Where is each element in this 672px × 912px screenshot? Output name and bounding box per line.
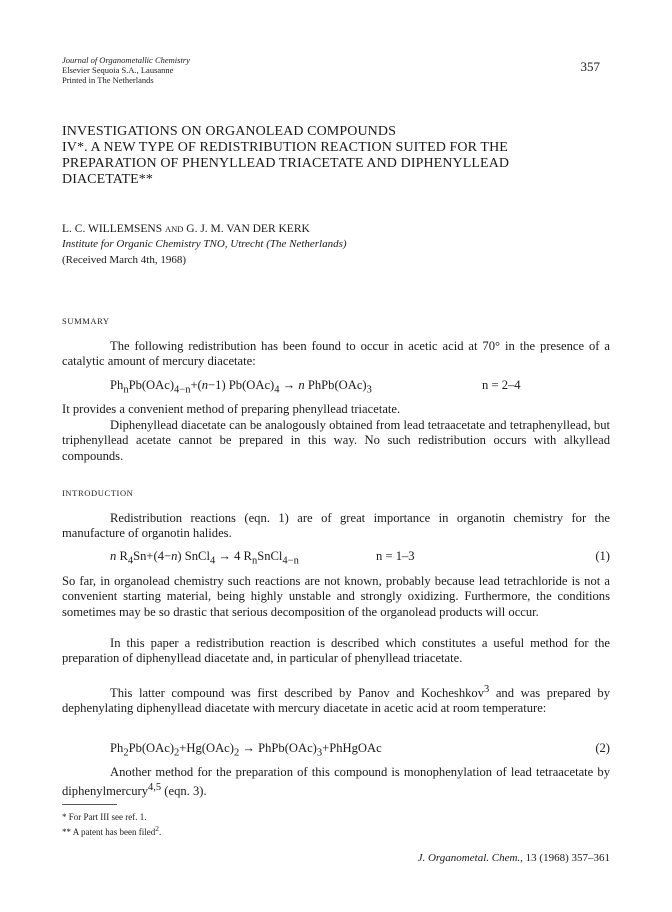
equation-1-formula: n $R_4Sn+(4-n)$ SnCl$_4$ → 4 $R_nSnCl_{4-n}$: [110, 549, 299, 567]
intro-paragraph-3: In this paper a redistribution reaction is described which constitutes a useful method for the preparation of diphenyllead diacetate and, in particular of phenyllead triacetate.: [62, 636, 610, 666]
journal-info: [62, 55, 190, 85]
authors-and: AND: [164, 224, 184, 234]
authors: [62, 223, 310, 235]
summary-heading: SUMMARY: [62, 316, 110, 326]
footnote-2: ** A patent has been filed$^2$.: [62, 824, 162, 837]
summary-equation-n-range: n = 2–4: [482, 378, 521, 392]
summary-paragraph-3: Diphenyllead diacetate can be analogously obtained from lead tetraacetate and tetraphenyllead, but triphenyllead acetate cannot be prepared in this way. No such redistribution occurs with alkyllead compounds.: [62, 418, 610, 463]
intro-paragraph-5: Another method for the preparation of this compound is monophenylation of lead tetraacetate by diphenylmercury$^{4,5}$ (eqn. 3).: [62, 765, 610, 799]
intro-paragraph-4: This latter compound was first described by Panov and Kocheshkov$^3$ and was prepared by dephenylating diphenyllead diacetate with mercury diacetate in acetic acid at room temperature:: [62, 684, 610, 716]
summary-paragraph-1: The following redistribution has been found to occur in acetic acid at 70° in the presence of a catalytic amount of mercury diacetate:: [62, 339, 610, 369]
equation-2-formula: $Ph_2Pb(OAc)_2+Hg(OAc)_2$ → $PhPb(OAc)_3+PhHgOAc$: [110, 741, 382, 759]
institute: Institute for Organic Chemistry TNO, Utrecht (The Netherlands): [62, 238, 347, 250]
footnote-1: * For Part III see ref. 1.: [62, 812, 147, 822]
publisher: Elsevier Sequoia S.A., Lausanne: [62, 65, 174, 75]
author-1: L. C. WILLEMSENS: [62, 223, 163, 235]
received-date: (Received March 4th, 1968): [62, 254, 187, 266]
printed-location: Printed in The Netherlands: [62, 75, 154, 85]
introduction-heading: INTRODUCTION: [62, 488, 134, 498]
summary-equation-formula: $Ph_nPb(OAc)_{4-n}+(n-1) Pb(OAc)_4 \to n$ $PhPb(OAc)_3$: [110, 378, 372, 396]
author-2: G. J. M. VAN DER KERK: [186, 223, 310, 235]
ref-3: 3: [484, 684, 490, 695]
ref-4-5: 4,5: [148, 782, 162, 794]
equation-2-number: (2): [595, 741, 610, 755]
article-title: [62, 124, 622, 188]
equation-2: [110, 741, 610, 759]
page-number: 357: [580, 59, 600, 74]
equation-1-number: (1): [595, 549, 610, 563]
journal-citation: J. Organometal. Chem., 13 (1968) 357–361: [417, 852, 610, 864]
equation-1-n-range: n = 1–3: [376, 549, 415, 563]
summary-paragraph-2: It provides a convenient method of preparing phenyllead triacetate.: [62, 402, 401, 416]
equation-1: [110, 549, 610, 567]
title-line-3: PREPARATION OF PHENYLLEAD TRIACETATE AND DIPHENYLLEAD: [62, 156, 510, 171]
title-line-4: DIACETATE**: [62, 172, 153, 187]
title-line-1: INVESTIGATIONS ON ORGANOLEAD COMPOUNDS: [62, 124, 396, 139]
summary-equation: [110, 378, 610, 396]
intro-paragraph-1: Redistribution reactions (eqn. 1) are of great importance in organotin chemistry for the manufacture of organotin halides.: [62, 511, 610, 541]
title-line-2: IV*. A NEW TYPE OF REDISTRIBUTION REACTION SUITED FOR THE: [62, 140, 508, 155]
journal-name: Journal of Organometallic Chemistry: [62, 55, 190, 65]
intro-paragraph-2: So far, in organolead chemistry such reactions are not known, probably because lead tetrachloride is not a convenient starting material, being highly unstable and strongly oxidizing. Furthermore, the conditions sometimes may be so drastic that serious decomposition of the organolead products will occur.: [62, 574, 610, 619]
footnote-divider: [62, 804, 117, 805]
